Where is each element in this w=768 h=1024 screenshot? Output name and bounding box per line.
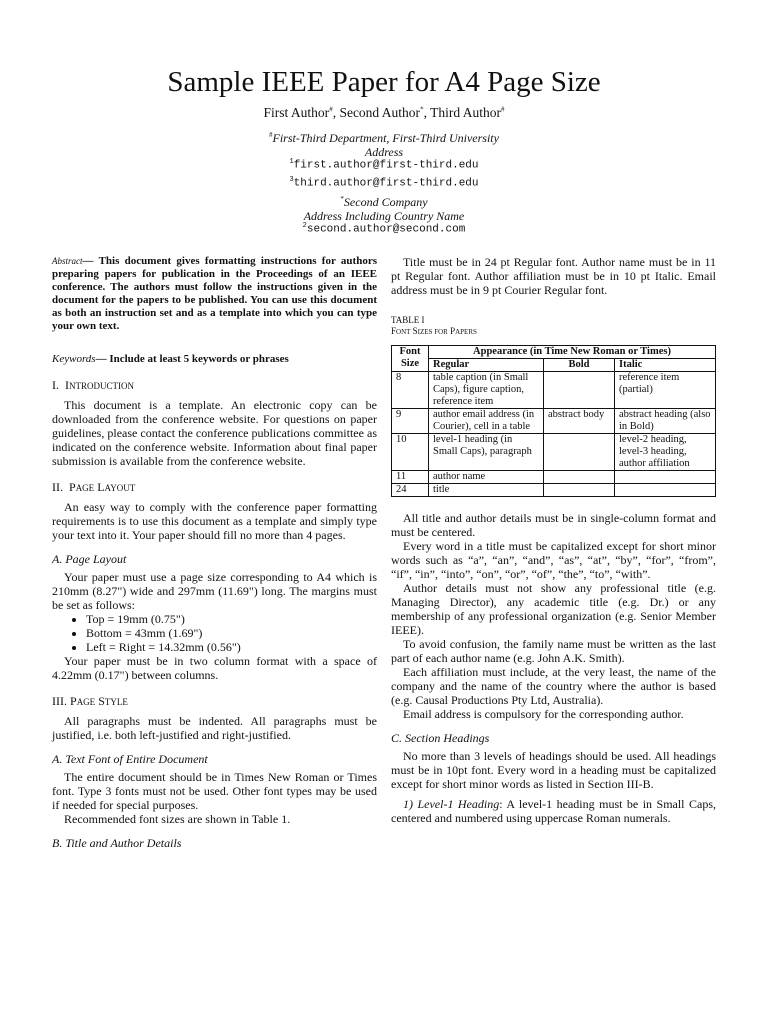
table-row: [392, 484, 716, 497]
paragraph: [391, 797, 716, 825]
abstract: [52, 255, 377, 333]
affiliation-line: First-Third Department, First-Third University: [272, 131, 499, 145]
table-row: [392, 471, 716, 484]
table-row: [392, 372, 716, 409]
margin-list: [52, 612, 377, 654]
heading-initial: P: [69, 480, 76, 494]
table-row: [392, 409, 716, 434]
paragraph: Author details must not show any professional title (e.g. Managing Director), any academic title (e.g. Dr.) or any membership of any professional organization (e.g. Senior Member IEEE).: [391, 581, 716, 637]
author-mark: *: [420, 105, 424, 114]
section-heading-page-layout: [52, 480, 377, 495]
email-mark: 3: [289, 176, 294, 184]
list-item: • Left = Right = 14.32mm (0.56"): [86, 640, 377, 654]
paper-title: Sample IEEE Paper for A4 Page Size: [167, 66, 601, 98]
subsection-heading: A. Text Font of Entire Document: [52, 752, 208, 766]
table-header-italic: Italic: [615, 359, 716, 372]
paragraph: Your paper must use a page size corresponding to A4 which is 210mm (8.27") wide and 297mm (11.69") long. The margins must be set as follows:: [52, 570, 377, 612]
caption-initial: P: [450, 326, 456, 336]
table-cell: author name: [429, 471, 544, 484]
font-size-table: [391, 345, 716, 497]
subsection-heading: B. Title and Author Details: [52, 836, 182, 850]
email-mark: 2: [302, 222, 307, 230]
heading-initial: S: [98, 694, 105, 708]
section-number: I.: [52, 378, 59, 392]
heading-rest: AGE: [75, 483, 95, 493]
affiliation-mark: *: [340, 195, 344, 203]
author-name: Second Author: [339, 105, 421, 120]
table-cell: level-2 heading, level-3 heading, author affiliation: [615, 434, 716, 471]
table-cell: title: [429, 484, 544, 497]
email-2: [0, 222, 768, 236]
level-1-heading-text: : A level-1 heading must be in Small Caps, centered and numbered using uppercase Roman numerals.: [391, 797, 716, 825]
table-header-font-size: Font Size: [392, 346, 429, 372]
paragraph: To avoid confusion, the family name must be written as the last part of each author name (e.g. John A.K. Smith).: [391, 637, 716, 665]
affiliation-line: Address: [364, 145, 404, 159]
keywords: [52, 353, 377, 366]
author-name: Third Author: [430, 105, 501, 120]
paragraph: This document is a template. An electronic copy can be downloaded from the conference website. For questions on paper guidelines, please contact the conference publications committee as indicated on the conference website. Information about final paper submission is available from the conference website.: [52, 398, 377, 468]
paragraph: Email address is compulsory for the corresponding author.: [403, 707, 684, 721]
subsection-heading: C. Section Headings: [391, 731, 490, 745]
author-mark: #: [500, 105, 505, 114]
heading-initial: I: [65, 378, 69, 392]
level-1-heading-label: 1) Level-1 Heading: [403, 797, 500, 811]
paragraph: All paragraphs must be indented. All paragraphs must be justified, i.e. both left-justified and right-justified.: [52, 714, 377, 742]
section-number: II.: [52, 480, 63, 494]
heading-rest: TYLE: [104, 697, 128, 707]
paragraph: Every word in a title must be capitalized except for short minor words such as “a”, “an”, “and”, “as”, “at”, “by”, “for”, “from”, “if”, “in”, “into”, “on”, “or”, “of”, “the”, “to”, “with”.: [391, 539, 716, 581]
table-row: [392, 434, 716, 471]
affiliation-line: Address Including Country Name: [303, 209, 465, 223]
abstract-label: Abstract: [52, 256, 83, 266]
heading-rest: NTRODUCTION: [69, 381, 134, 391]
table-cell: table caption (in Small Caps), figure caption, reference item: [429, 372, 544, 409]
list-item: • Bottom = 43mm (1.69"): [86, 626, 377, 640]
paragraph: No more than 3 levels of headings should be used. All headings must be in 10pt font. Every word in a heading must be capitalized except for short minor words as listed in Section III-B.: [391, 749, 716, 791]
author-name: First Author: [263, 105, 330, 120]
table-cell: [544, 484, 615, 497]
paragraph: Title must be in 24 pt Regular font. Author name must be in 11 pt Regular font. Author affiliation must be in 10 pt Italic. Email address must be in 9 pt Courier Regular font.: [391, 255, 716, 297]
email-address: first.author@first-third.edu: [293, 159, 479, 172]
paragraph: Each affiliation must include, at the very least, the name of the company and the name of the country where the author is based (e.g. Causal Productions Pty Ltd, Australia).: [391, 665, 716, 707]
section-heading-page-style: [52, 694, 377, 709]
right-column: [391, 255, 716, 825]
author-list: First Author#, Second Author*, Third Author#: [263, 105, 505, 120]
caption-initial: F: [391, 326, 397, 336]
section-heading-introduction: [52, 378, 377, 393]
heading-rest: AGE: [76, 697, 96, 707]
table-cell: reference item (partial): [615, 372, 716, 409]
table-header-row: [392, 346, 716, 359]
abstract-text: This document gives formatting instructions for authors preparing papers for publication in the Proceedings of an IEEE conference. The authors must follow the instructions given in the document for the papers to be published. You can use this document as both an instruction set and as a template into which you can type your own text.: [52, 255, 377, 332]
heading-rest: AYOUT: [104, 483, 136, 493]
table-header-row: [392, 359, 716, 372]
table-cell: abstract heading (also in Bold): [615, 409, 716, 434]
table-cell: [544, 471, 615, 484]
paragraph: The entire document should be in Times New Roman or Times font. Type 3 fonts must not be used. Other font types may be used if needed for special purposes.: [52, 770, 377, 812]
list-item: • Top = 19mm (0.75"): [86, 612, 377, 626]
paragraph: Recommended font sizes are shown in Table 1.: [64, 812, 291, 826]
abstract-dash: —: [82, 255, 94, 267]
table-cell: 8: [392, 372, 429, 409]
table-caption: [391, 326, 716, 338]
caption-rest: ONT: [396, 328, 411, 336]
caption-rest: IZES FOR: [417, 328, 448, 336]
keywords-text: Include at least 5 keywords or phrases: [109, 353, 289, 365]
affiliation-mark: #: [269, 131, 273, 139]
email-1: [0, 158, 768, 172]
caption-initial: S: [412, 326, 418, 336]
affiliation-line: Second Company: [343, 195, 428, 209]
table-cell: [544, 372, 615, 409]
paragraph: Your paper must be in two column format with a space of 4.22mm (0.17") between columns.: [52, 654, 377, 682]
table-header-appearance: Appearance (in Time New Roman or Times): [429, 346, 716, 359]
table-cell: [615, 484, 716, 497]
heading-initial: L: [97, 480, 105, 494]
subsection-heading: A. Page Layout: [52, 552, 127, 566]
email-address: third.author@first-third.edu: [293, 177, 479, 190]
table-cell: author email address (in Courier), cell in a table: [429, 409, 544, 434]
table-cell: [615, 471, 716, 484]
table-cell: 11: [392, 471, 429, 484]
left-column: [52, 255, 377, 850]
table-header-bold: Bold: [544, 359, 615, 372]
table-cell: abstract body: [544, 409, 615, 434]
section-number: III.: [52, 694, 67, 708]
email-3: [0, 176, 768, 190]
table-cell: level-1 heading (in Small Caps), paragraph: [429, 434, 544, 471]
table-cell: [544, 434, 615, 471]
email-mark: 1: [289, 158, 294, 166]
table-cell: 9: [392, 409, 429, 434]
keywords-dash: —: [95, 353, 107, 365]
heading-initial: P: [70, 694, 77, 708]
table-cell: 24: [392, 484, 429, 497]
keywords-label: Keywords: [52, 353, 96, 365]
paragraph: An easy way to comply with the conference paper formatting requirements is to use this document as a template and simply type your text into it. Your paper should fill no more than 4 pages.: [52, 500, 377, 542]
paragraph: All title and author details must be in single-column format and must be centered.: [391, 511, 716, 539]
affiliation-2: [0, 192, 768, 223]
email-address: second.author@second.com: [306, 223, 466, 236]
affiliation-1: [0, 128, 768, 159]
caption-rest: APERS: [455, 328, 477, 336]
author-mark: #: [329, 105, 333, 114]
table-header-regular: Regular: [429, 359, 544, 372]
table-cell: 10: [392, 434, 429, 471]
table-label: TABLE I: [391, 315, 425, 325]
